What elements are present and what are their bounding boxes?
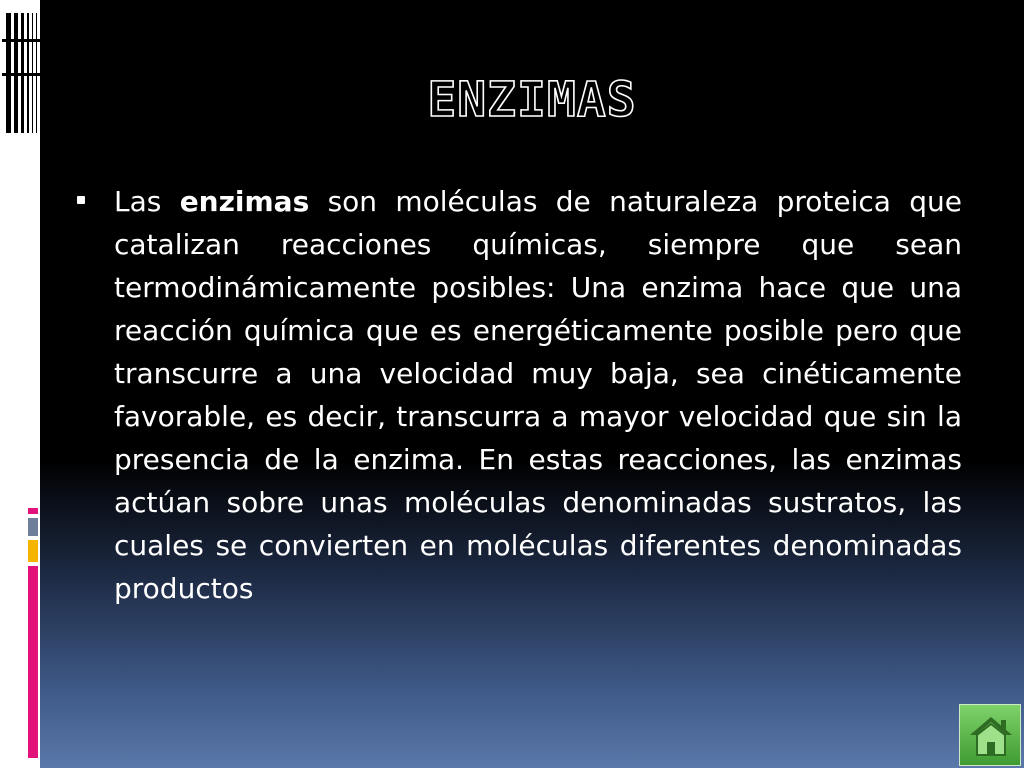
bullet-text-rest: son moléculas de naturaleza proteica que catalizan reacciones químicas, siempre que sean termodinámicamente posibles: Una enzima hace que una reacción química que es energéticamente posible pero que transcurre a una velocidad muy baja, sea cinéticamente favorable, es decir, transcurra a mayor velocidad que sin la presencia de la enzima. En estas reacciones, las enzimas actúan sobre unas moléculas denominadas sustratos, las cuales se convierten en moléculas diferentes denominadas productos	[114, 185, 962, 605]
slide-title: ENZIMAS	[427, 72, 637, 128]
bullet-text-bold: enzimas	[179, 185, 310, 218]
side-accent-stripes	[28, 508, 40, 758]
bullet-text	[114, 180, 962, 610]
bullet-marker	[77, 196, 85, 204]
bullet-text-start: Las	[114, 185, 180, 218]
home-icon	[966, 711, 1016, 761]
decorative-bars	[2, 13, 40, 133]
home-button[interactable]	[959, 704, 1021, 766]
